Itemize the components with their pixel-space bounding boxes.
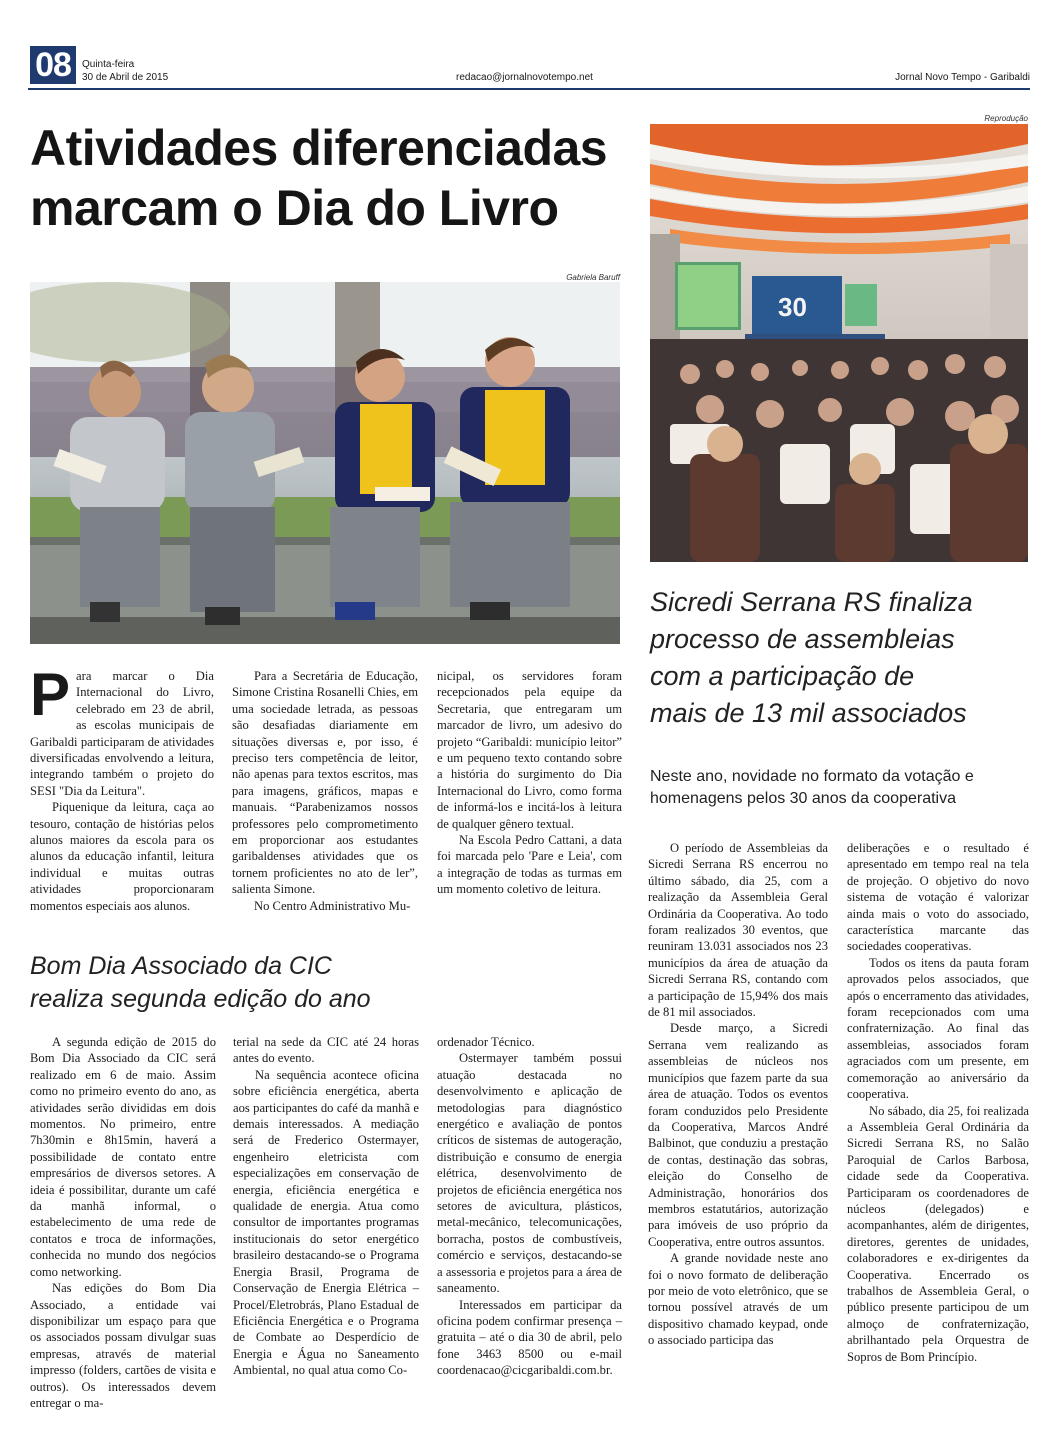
article1-col3-paragraph-2: Na Escola Pedro Cattani, a data foi marcada pelo 'Pare e Leia', com a integração de todas as turmas em um momento coletivo de leitura.	[437, 833, 622, 897]
article1-dropcap: P	[30, 661, 71, 728]
assembly-hall-photo	[650, 124, 1028, 562]
article2-col1-paragraph-2: Nas edições do Bom Dia Associado, a entidade vai disponibilizar um espaço para que os associados possam divulgar suas empresas, através de material impresso (folders, cartões de visita e outros). Os interessados devem entregar o ma-	[30, 1281, 216, 1410]
article2-headline	[30, 950, 630, 1016]
article3-headline-line2: processo de assembleias	[650, 624, 955, 654]
article1-col2-paragraph-2: No Centro Administrativo Mu-	[254, 898, 411, 913]
article1-column-2	[232, 668, 418, 914]
article3-col2-paragraph-2: Todos os itens da pauta foram aprovados pelos associados, que após o encerramento das atividades, foram recepcionados com uma confraternização. Ao final das assembleias, associados foram agraciados com um presente, em comemoração ao aniversário da cooperativa.	[847, 955, 1029, 1102]
article3-headline-line1: Sicredi Serrana RS finaliza	[650, 587, 973, 617]
article1-column-1	[30, 661, 214, 914]
article3-headline-line4: mais de 13 mil associados	[650, 698, 967, 728]
article1-headline-line1: Atividades diferenciadas	[30, 120, 608, 176]
article2-col3-paragraph-2: Ostermayer também possui atuação destacada no desenvolvimento e aplicação de metodologias para diagnóstico energético e avaliação de pontos críticos de sistemas de autogeração, distribuição e consumo de energia elétrica, desenvolvimento de projetos de eficiência energética nos setores de avicultura, plásticos, metal-mecânico, telecomunicações, borracha, postos de combustíveis, comércio e serviços, destacando-se a assessoria e projetos para a área de saneamento.	[437, 1051, 622, 1296]
article2-col3-paragraph-3: Interessados em participar da oficina podem confirmar presença – gratuita – até o dia 30 de abril, pelo fone 3463 8500 ou e-mail coordenacao@cicgaribaldi.com.br.	[437, 1297, 622, 1378]
article1-column-3	[437, 668, 622, 898]
article1-headline	[30, 118, 630, 238]
article1-col1-paragraph-2: Piquenique da leitura, caça ao tesouro, contação de histórias pelos alunos maiores da escola para os alunos da educação infantil, leitura individual e muitas outras atividades proporcionaram momentos especiais aos alunos.	[30, 800, 214, 913]
article3-deck-line1: Neste ano, novidade no formato da votação e	[650, 768, 974, 785]
article2-col2-paragraph-1: terial na sede da CIC até 24 horas antes do evento.	[233, 1035, 419, 1066]
article2-headline-line2: realiza segunda edição do ano	[30, 985, 371, 1013]
page-number: 08	[30, 46, 76, 84]
article3-col2-paragraph-3: No sábado, dia 25, foi realizada a Assembleia Geral Ordinária da Sicredi Serrana RS, no Salão Paroquial de Carlos Barbosa, cidade sede da Cooperativa. Participaram os coordenadores de núcleos (delegados) e acompanhantes, além de dirigentes, diretores, gerentes de unidades, colaboradores e ex-dirigentes da Cooperativa. Encerrado os trabalhos de Assembleia Geral, o público presente participou de um almoço de confraternização, abrilhantado pela Orquestra de Sopros de Bom Princípio.	[847, 1103, 1029, 1364]
article3-photo-credit: Reprodução	[984, 114, 1028, 123]
header-paper-name: Jornal Novo Tempo - Garibaldi	[895, 72, 1030, 83]
article3-col1-paragraph-2: Desde março, a Sicredi Serrana vem realizando as assembleias de núcleos nos municípios que fazem parte da sua área de atuação. Todos os eventos foram conduzidos pelo Presidente da Cooperativa, Marcos André Balbinot, que conduziu a prestação de contas, destinação das sobras, eleição do Conselho de Administração, honorários dos membros estatutários, autorização para imóveis de uso próprio da Cooperativa, entre outros assuntos.	[648, 1021, 828, 1249]
article3-column-1	[648, 840, 828, 1349]
article2-col1-paragraph-1: A segunda edição de 2015 do Bom Dia Associado da CIC será realizado em 6 de maio. Assim como no primeiro evento do ano, as atividades serão divididas em dois momentos. No primeiro, entre 7h30min e 8h15min, haverá a possibilidade de contato entre empresários de diversos setores. A ideia é possibilitar, durante um café da manhã informal, o estabelecimento de uma rede de contatos e troca de informações, conhecida no mundo dos negócios como networking.	[30, 1035, 216, 1279]
header-date: 30 de Abril de 2015	[82, 72, 169, 83]
article3-col1-paragraph-3: A grande novidade neste ano foi o novo formato de deliberação por meio de voto eletrônico, que se tornou possível através de um dispositivo chamado keypad, onde o associado participa das	[648, 1251, 828, 1348]
article3-column-2	[847, 840, 1029, 1365]
article2-column-3	[437, 1034, 622, 1379]
article3-deck	[650, 766, 1030, 810]
article1-col3-paragraph-1: nicipal, os servidores foram recepcionados pela equipe da Secretaria, que entregaram um marcador de livro, um adesivo do projeto “Garibaldi: município leitor” e um pequeno texto contando sobre a história do surgimento do Dia Internacional do Livro, como forma de informá-los e incitá-los à leitura de qualquer gênero textual.	[437, 669, 623, 831]
article3-headline-line3: com a participação de	[650, 661, 915, 691]
article3-headline	[650, 584, 1030, 732]
article2-column-2	[233, 1034, 419, 1379]
header-weekday: Quinta-feira	[82, 59, 135, 70]
students-reading-photo	[30, 282, 620, 644]
article2-headline-line1: Bom Dia Associado da CIC	[30, 952, 332, 980]
article2-col2-paragraph-2: Na sequência acontece oficina sobre eficiência energética, aberta aos participantes do café da manhã e demais interessados. A mediação será de Frederico Ostermayer, engenheiro eletricista com especializações em conservação de energia, eficiência energética e qualidade de energia. Atua como consultor de importantes programas institucionais do setor energético brasileiro destacando-se o Programa Energia Brasil, Programa de Conservação de Energia Elétrica – Procel/Eletrobrás, Plano Estadual de Eficiência Energética e o Programa de Combate ao Desperdício de Energia e Água no Saneamento Ambiental, no qual atua como Co-	[233, 1067, 419, 1378]
header-rule	[28, 88, 1030, 90]
article3-col2-paragraph-1: deliberações e o resultado é apresentado em tempo real na tela de projeção. O objetivo do novo sistema de votação é valorizar ainda mais o voto do associado, característica marcante das sociedades cooperativas.	[847, 841, 1029, 954]
article3-deck-line2: homenagens pelos 30 anos da cooperativa	[650, 790, 956, 807]
svg-text:30: 30	[778, 292, 807, 322]
article1-col2-paragraph-1: Para a Secretária de Educação, Simone Cristina Rosanelli Chies, em uma sociedade letrada, as pessoas são desafiadas diariamente em situações diversas e, por isso, é preciso ters competência de leitor, não apenas para textos escritos, mas para imagens, gráficos, mapas e manuais. “Parabenizamos nossos professores pelo comprometimento em proporcionar aos estudantes garibaldenses atividades que os tornem proficientes no ato de ler”, salienta Simone.	[232, 669, 418, 897]
article1-col1-paragraph-1: ara marcar o Dia Internacional do Livro, celebrado em 23 de abril, as escolas municipais de Garibaldi participaram de atividades diversificadas envolvendo a leitura, integrando também o projeto do SESI "Dia da Leitura".	[30, 669, 214, 798]
article2-column-1	[30, 1034, 216, 1411]
article1-headline-line2: marcam o Dia do Livro	[30, 180, 559, 236]
article1-photo-credit: Gabriela Baruff	[566, 273, 620, 282]
article2-col3-paragraph-1: ordenador Técnico.	[437, 1035, 535, 1049]
article3-col1-paragraph-1: O período de Assembleias da Sicredi Serrana RS encerrou no último sábado, dia 25, com a realização da Assembleia Geral Ordinária da Cooperativa. Ao todo foram realizados 30 eventos, que reuniram 13.031 associados nos 23 municípios da área de atuação da Sicredi Serrana RS, contando com a participação de 15,94% dos mais de 81 mil associados.	[648, 841, 828, 1020]
header-email[interactable]: redacao@jornalnovotempo.net	[456, 72, 593, 83]
